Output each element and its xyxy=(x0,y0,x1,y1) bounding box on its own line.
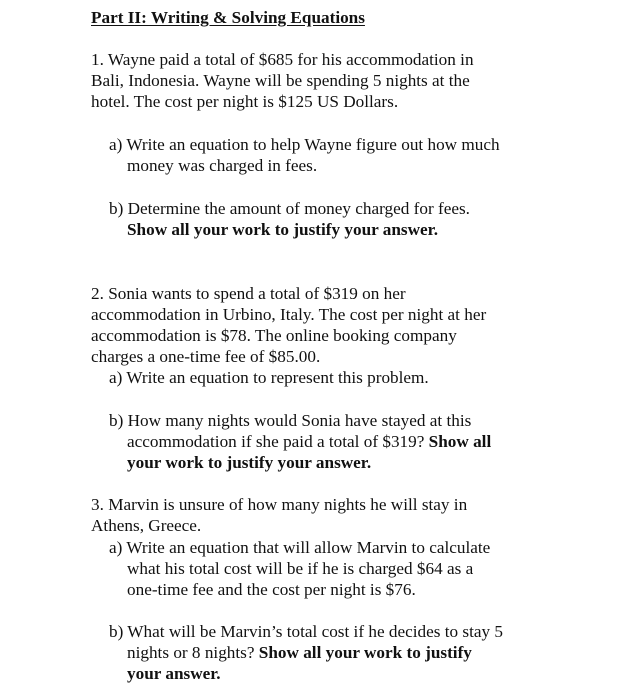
bold-instruction: Show all your work to justify your answer. xyxy=(127,220,439,239)
question-3a-line: one-time fee and the cost per night is $76. xyxy=(127,580,416,599)
question-3b-line: b) What will be Marvin’s total cost if he decides to stay 5 xyxy=(109,622,503,641)
question-2-part-b xyxy=(109,410,491,473)
question-2 xyxy=(91,283,486,367)
question-2b-text: accommodation if she paid a total of $319? xyxy=(127,432,429,451)
question-1-line: hotel. The cost per night is $125 US Dollars. xyxy=(91,92,399,111)
bold-instruction: your work to justify your answer. xyxy=(127,453,372,472)
question-1-part-b xyxy=(109,198,470,240)
bold-instruction: Show all xyxy=(428,432,492,451)
question-2-line: accommodation is $78. The online booking company xyxy=(91,326,457,345)
question-1a-line: money was charged in fees. xyxy=(127,156,318,175)
question-2b-line: b) How many nights would Sonia have stayed at this xyxy=(109,411,472,430)
question-1-part-a xyxy=(109,134,500,176)
question-1a-line: a) Write an equation to help Wayne figure out how much xyxy=(109,135,500,154)
question-1-line: Bali, Indonesia. Wayne will be spending 5 nights at the xyxy=(91,71,470,90)
question-3-line: 3. Marvin is unsure of how many nights he will stay in xyxy=(91,495,468,514)
question-3b-instruction xyxy=(109,663,503,684)
section-title: Part II: Writing & Solving Equations xyxy=(91,8,365,27)
question-3a-line: what his total cost will be if he is charged $64 as a xyxy=(127,559,474,578)
question-3 xyxy=(91,494,467,536)
question-1b-line: b) Determine the amount of money charged for fees. xyxy=(109,199,470,218)
question-3-line: Athens, Greece. xyxy=(91,516,202,535)
question-2-line: charges a one-time fee of $85.00. xyxy=(91,347,321,366)
question-3b-line xyxy=(109,642,503,663)
question-2b-line xyxy=(109,431,491,452)
question-2b-instruction xyxy=(109,452,491,473)
question-2a-line: a) Write an equation to represent this problem. xyxy=(109,368,429,387)
question-1b-instruction xyxy=(109,219,470,240)
question-3a-line: a) Write an equation that will allow Marvin to calculate xyxy=(109,538,491,557)
question-1-line: 1. Wayne paid a total of $685 for his accommodation in xyxy=(91,50,474,69)
question-2-line: accommodation in Urbino, Italy. The cost per night at her xyxy=(91,305,487,324)
bold-instruction: your answer. xyxy=(127,664,221,683)
question-2-line: 2. Sonia wants to spend a total of $319 on her xyxy=(91,284,406,303)
question-1 xyxy=(91,49,474,112)
question-2-part-a xyxy=(109,367,429,388)
bold-instruction: Show all your work to justify xyxy=(258,643,472,662)
question-3b-text: nights or 8 nights? xyxy=(127,643,259,662)
question-3-part-b xyxy=(109,621,503,684)
question-3-part-a xyxy=(109,537,490,600)
